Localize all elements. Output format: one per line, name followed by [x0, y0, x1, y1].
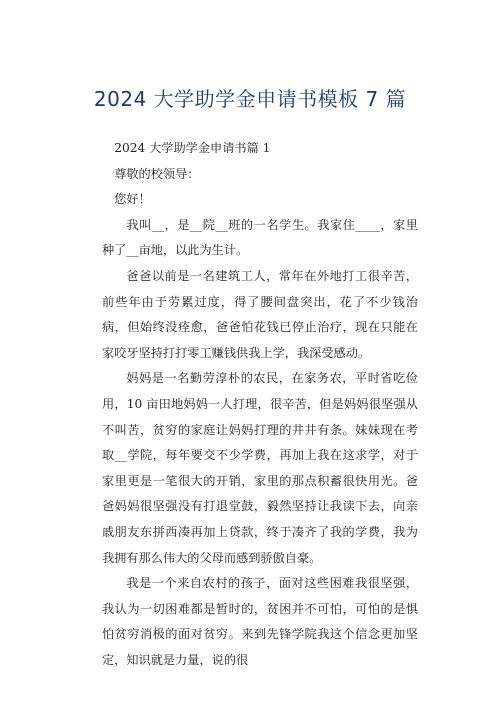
section-heading: 2024 大学助学金申请书篇 1	[114, 141, 271, 155]
document-title: 2024 大学助学金申请书模板 7 篇	[93, 87, 407, 111]
paragraph-2: 爸爸以前是一名建筑工人，常年在外地打工很辛苦，前些年由于劳累过度，得了腰间盘突出，花了不少钱治病，但始终没痊愈，爸爸怕花钱已停止治疗，现在只能在家咬牙坚持打打零工赚钱供我上学，我深受感动。	[102, 268, 418, 360]
greeting: 您好！	[114, 192, 151, 207]
paragraph-3: 妈妈是一名勤劳淳朴的农民，在家务农，平时省吃俭用，10 亩田地妈妈一人打理，很辛苦，但是妈妈很坚强从不叫苦，贫穷的家庭让妈妈打理的井井有条。妹妹现在考取__学院，每年要交不少学费，再加上我在这求学，对于家里更是一笔很大的开销，家里的那点积蓄很快用光。爸爸妈妈很坚强没有打退堂鼓，毅然坚持让我读下去，向亲戚朋友东拼西凑再加上贷款，终于凑齐了我的学费，我为我拥有那么伟大的父母而感到骄傲自豪。	[102, 371, 418, 565]
document-body	[102, 136, 418, 673]
salutation: 尊敬的校领导：	[114, 166, 200, 181]
paragraph-1: 我叫__，是__院__班的一名学生。我家住____，家里种了__亩地，以此为生计。	[102, 217, 418, 258]
paragraph-4: 我是一个来自农村的孩子，面对这些困难我很坚强，我认为一切困难都是暂时的，贫困并不可怕，可怕的是惧怕贫穷消极的面对贫穷。来到先锋学院我这个信念更加坚定，知识就是力量，说的很	[102, 576, 418, 667]
